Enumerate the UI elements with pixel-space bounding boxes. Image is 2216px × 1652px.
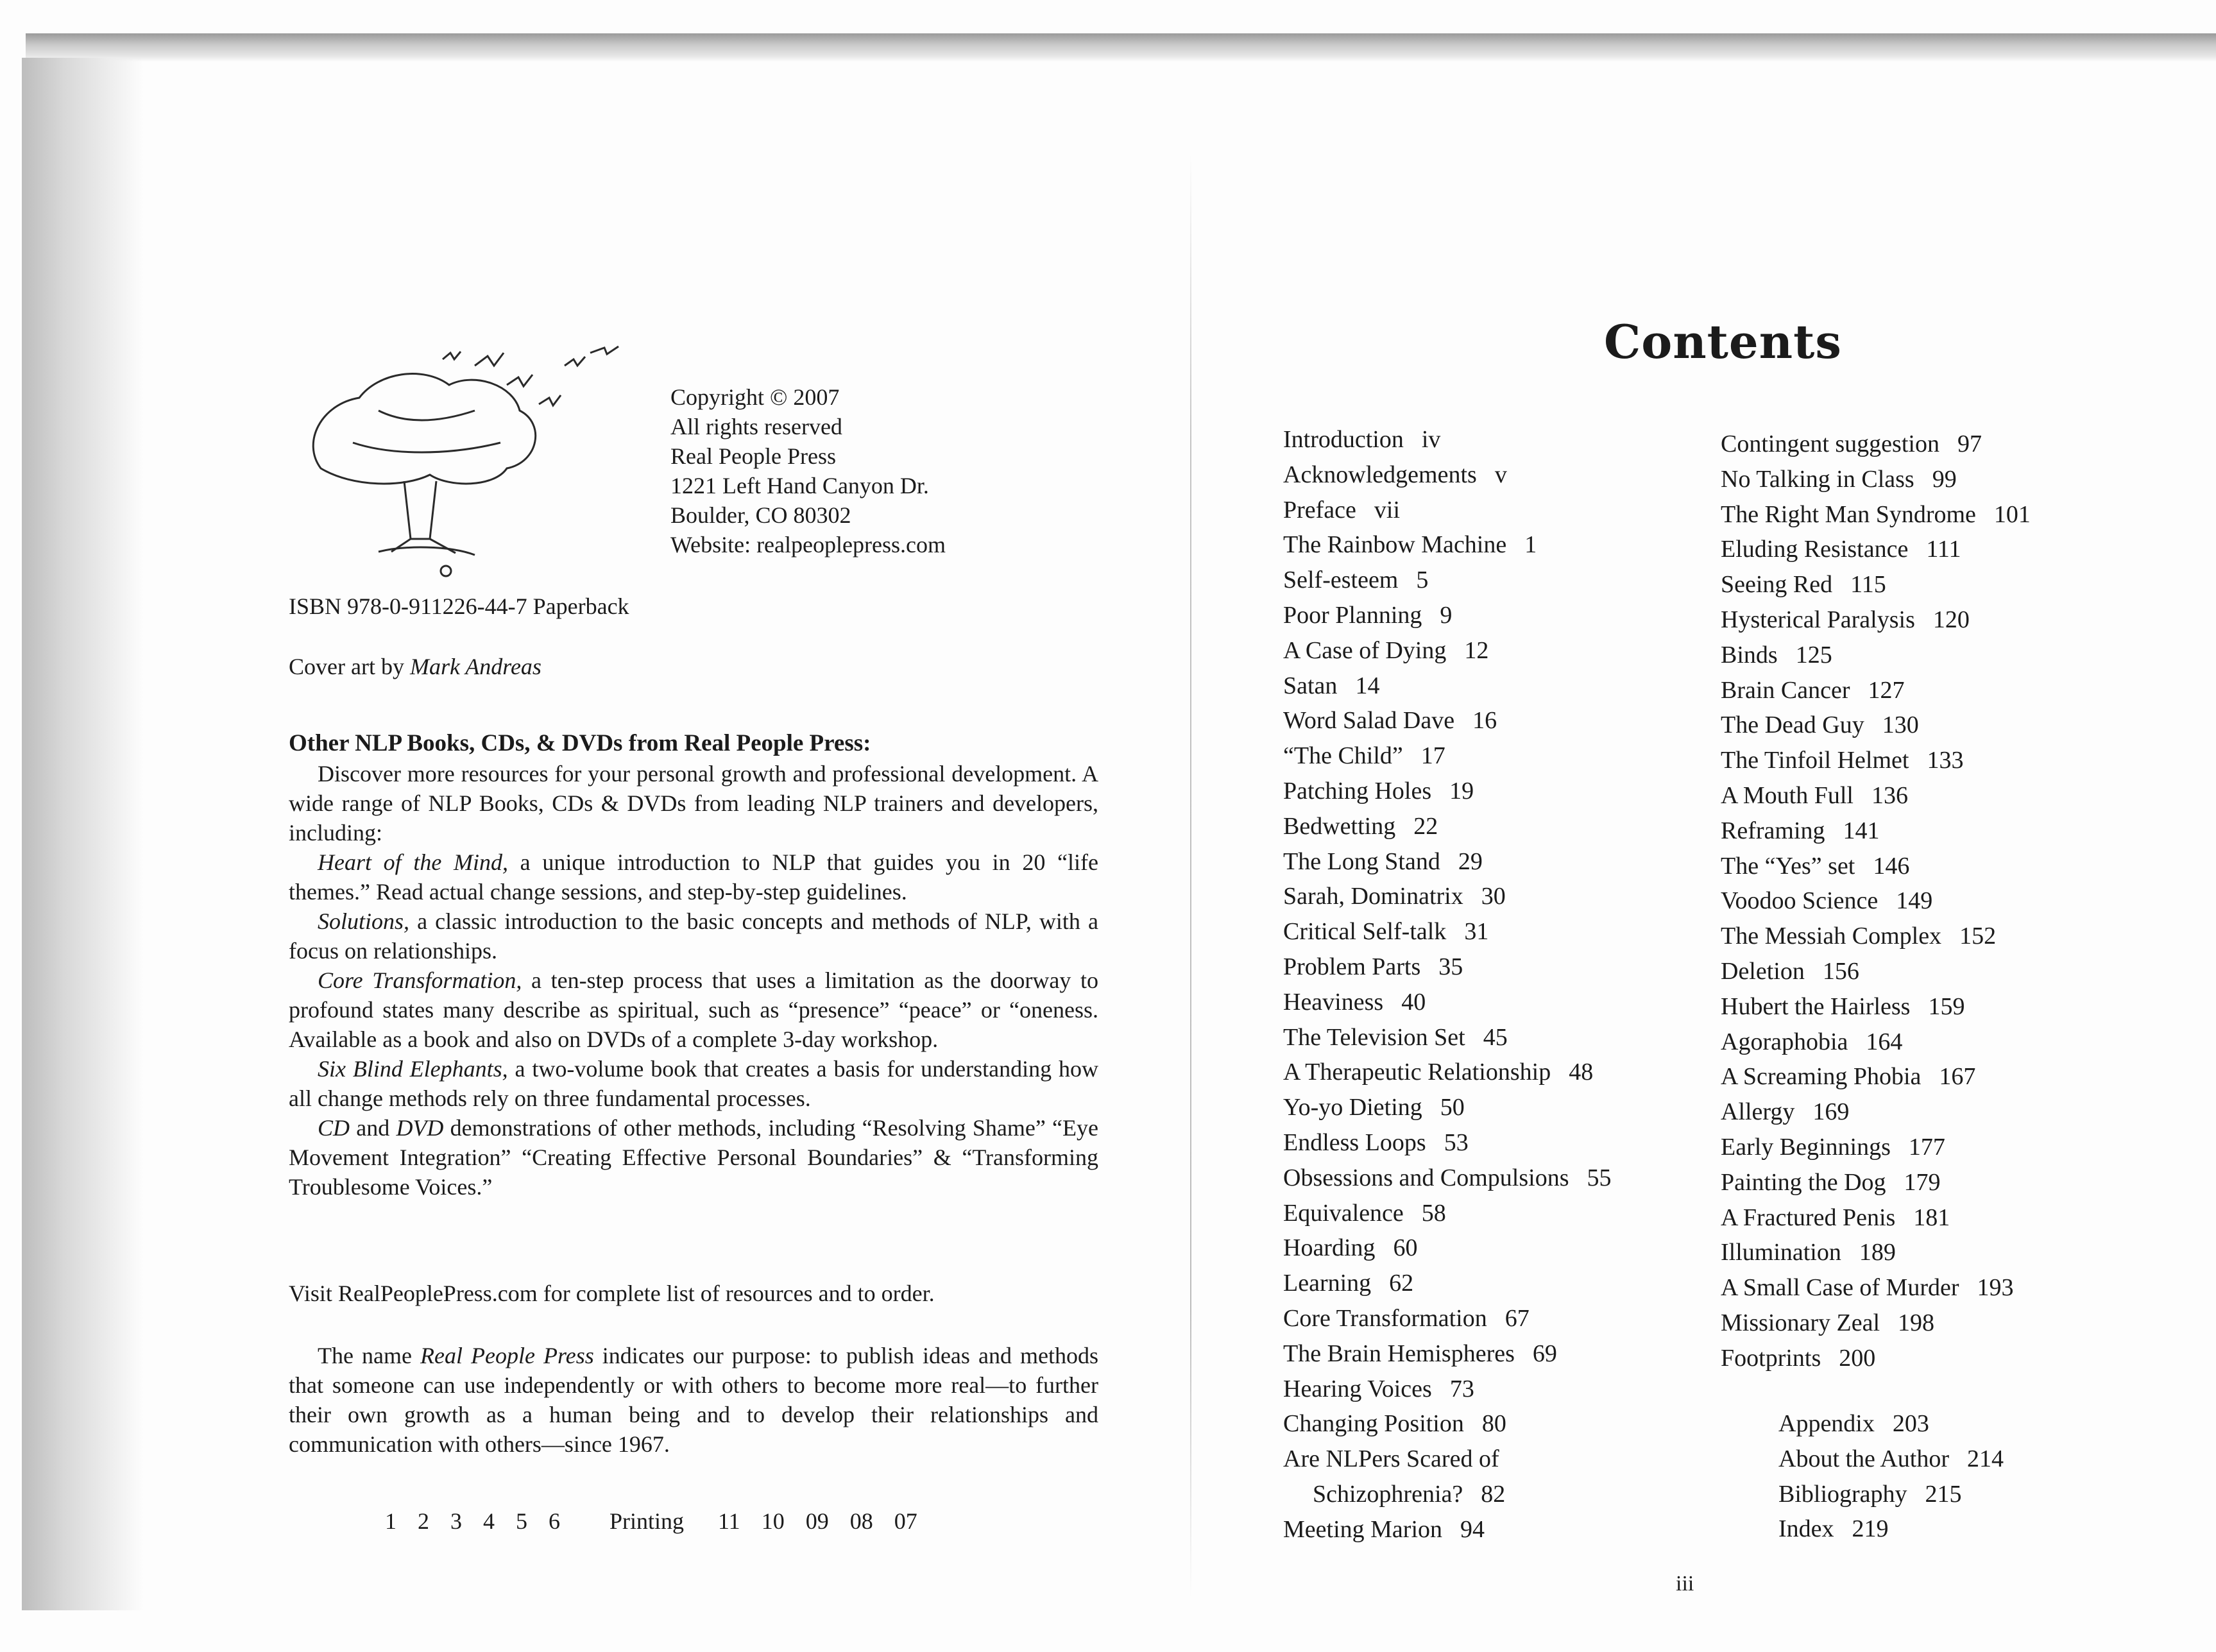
toc-entry (1283, 1090, 1611, 1125)
toc-title: Footprints (1721, 1344, 1821, 1372)
toc-left-column (1283, 422, 1611, 1547)
toc-entry (1283, 985, 1611, 1020)
toc-page: 69 (1532, 1340, 1557, 1367)
toc-title: The “Yes” set (1721, 852, 1855, 880)
toc-page: 9 (1440, 601, 1453, 629)
toc-page: 48 (1569, 1059, 1594, 1086)
print-number: 4 (483, 1508, 495, 1534)
toc-title: Critical Self-talk (1283, 918, 1447, 946)
scan-top-shadow (26, 33, 2216, 62)
print-year: 10 (761, 1508, 785, 1534)
toc-entry (1721, 743, 2031, 778)
toc-entry (1283, 598, 1611, 633)
toc-page: 203 (1892, 1410, 1929, 1437)
toc-page: 179 (1904, 1168, 1941, 1196)
toc-title: A Fractured Penis (1721, 1204, 1896, 1231)
toc-entry (1721, 883, 2031, 919)
toc-title: Index (1778, 1515, 1834, 1543)
toc-title: Bedwetting (1283, 812, 1396, 840)
toc-page: 189 (1859, 1239, 1896, 1266)
toc-title: The Brain Hemispheres (1283, 1340, 1515, 1367)
book-gutter (1190, 154, 1191, 1597)
toc-title: Painting the Dog (1721, 1168, 1886, 1196)
book-title: Six Blind Elephants, (318, 1056, 508, 1082)
print-year: 07 (894, 1508, 917, 1534)
toc-entry (1283, 914, 1611, 949)
toc-title: Voodoo Science (1721, 887, 1879, 915)
toc-page: 214 (1966, 1445, 2004, 1472)
toc-page: 12 (1464, 636, 1489, 664)
toc-page: 149 (1896, 887, 1933, 915)
toc-title: Yo-yo Dieting (1283, 1094, 1422, 1121)
toc-title: Self-esteem (1283, 566, 1399, 594)
toc-entry (1283, 738, 1611, 774)
toc-entry (1721, 1341, 2031, 1376)
toc-entry (1721, 497, 2031, 532)
toc-entry (1721, 532, 2031, 567)
toc-page: 22 (1413, 812, 1438, 840)
toc-page: 35 (1438, 953, 1463, 980)
toc-page: 125 (1795, 641, 1832, 668)
toc-entry (1283, 703, 1611, 738)
toc-entry (1283, 1372, 1611, 1407)
toc-page: 80 (1481, 1410, 1506, 1438)
toc-right-column (1721, 427, 2031, 1376)
toc-title: Heaviness (1283, 988, 1384, 1016)
other-books-section (289, 759, 1098, 1202)
toc-title: Reframing (1721, 817, 1825, 844)
toc-page: v (1494, 461, 1507, 488)
toc-entry (1283, 1301, 1611, 1336)
toc-title: Sarah, Dominatrix (1283, 883, 1463, 910)
book-description: a classic introduction to the basic concepts and methods of NLP, with a focus on relationships. (289, 908, 1098, 964)
toc-page: vii (1374, 496, 1401, 524)
toc-title: A Small Case of Murder (1721, 1274, 1959, 1302)
toc-title: “The Child” (1283, 742, 1403, 770)
toc-entry (1721, 954, 2031, 989)
toc-page: iv (1421, 426, 1441, 453)
cd-dvd-description: demonstrations of other methods, including “Resolving Shame” “Eye Movement Integration” “Creating Effective Personal Boundaries” & “Transforming Troublesome Voices.” (289, 1115, 1098, 1200)
toc-page: 1 (1524, 531, 1537, 559)
toc-entry (1778, 1477, 2004, 1512)
toc-entry (1721, 567, 2031, 602)
toc-title: Equivalence (1283, 1199, 1404, 1227)
toc-title: Learning (1283, 1270, 1372, 1297)
toc-page: 16 (1472, 707, 1497, 735)
toc-page: 219 (1852, 1515, 1889, 1543)
toc-page: 136 (1871, 781, 1908, 809)
copyright-line: Copyright © 2007 (670, 384, 840, 410)
toc-page: 31 (1464, 918, 1489, 946)
toc-page: 101 (1993, 500, 2031, 528)
print-number: 1 (385, 1508, 396, 1534)
toc-title: Brain Cancer (1721, 676, 1850, 704)
printing-label: Printing (609, 1508, 685, 1534)
print-number: 6 (549, 1508, 560, 1534)
toc-page: 120 (1932, 606, 1970, 633)
toc-title: The Long Stand (1283, 847, 1440, 875)
tree-birds-logo (282, 327, 654, 584)
toc-page: 215 (1925, 1480, 1962, 1508)
toc-title: Introduction (1283, 426, 1404, 453)
toc-title: Changing Position (1283, 1410, 1464, 1438)
toc-entry (1721, 1306, 2031, 1341)
print-number: 3 (450, 1508, 462, 1534)
book-title: Heart of the Mind, (318, 849, 508, 875)
toc-entry (1721, 989, 2031, 1025)
print-year: 09 (805, 1508, 829, 1534)
toc-title: Early Beginnings (1721, 1133, 1891, 1161)
toc-title: Endless Loops (1283, 1128, 1426, 1156)
copyright-block (670, 382, 946, 559)
contents-title: Contents (1604, 314, 1842, 369)
toc-entry (1721, 1130, 2031, 1165)
toc-page: 127 (1868, 676, 1905, 704)
toc-title: Obsessions and Compulsions (1283, 1164, 1569, 1191)
print-year: 11 (718, 1508, 740, 1534)
cover-artist-name: Mark Andreas (409, 654, 541, 679)
toc-title: Seeing Red (1721, 571, 1833, 599)
print-year: 08 (849, 1508, 873, 1534)
book-description: a two-volume book that creates a basis for understanding how all change methods rely on three fundamental processes. (289, 1056, 1098, 1111)
purpose-prefix: The name (318, 1343, 421, 1368)
printing-line (385, 1508, 933, 1535)
toc-entry (1721, 708, 2031, 743)
toc-page: 156 (1822, 957, 1859, 985)
toc-title: Hoarding (1283, 1234, 1376, 1262)
toc-entry (1721, 1235, 2031, 1270)
toc-page: 200 (1839, 1344, 1876, 1372)
publisher-city: Boulder, CO 80302 (670, 502, 851, 528)
toc-entry (1283, 844, 1611, 880)
book-item (289, 1054, 1098, 1113)
toc-entry (1283, 1020, 1611, 1055)
toc-entry (1721, 1165, 2031, 1200)
toc-page: 167 (1939, 1063, 1976, 1091)
toc-title: The Right Man Syndrome (1721, 500, 1976, 528)
print-number: 5 (516, 1508, 527, 1534)
publisher-address: 1221 Left Hand Canyon Dr. (670, 473, 929, 498)
toc-title: The Dead Guy (1721, 711, 1864, 739)
toc-entry (1283, 879, 1611, 914)
toc-title: Hubert the Hairless (1721, 992, 1911, 1020)
toc-title: The Messiah Complex (1721, 923, 1942, 950)
toc-title: A Mouth Full (1721, 781, 1854, 809)
toc-entry (1283, 527, 1611, 563)
cover-art-credit (289, 653, 541, 680)
toc-page: 58 (1421, 1199, 1446, 1227)
rights-line: All rights reserved (670, 414, 842, 439)
toc-entry (1283, 1196, 1611, 1231)
publisher-name: Real People Press (670, 443, 836, 469)
book-item (289, 966, 1098, 1054)
toc-page: 130 (1882, 711, 1919, 739)
toc-entry (1283, 422, 1611, 457)
toc-page: 17 (1420, 742, 1445, 770)
toc-page: 67 (1504, 1304, 1530, 1332)
cd-label: CD (318, 1115, 350, 1141)
purpose-text: indicates our purpose: to publish ideas and methods that someone can use independently or with others to become more real—to further their own growth as a human being and to develop their relationships and communication with others—since 1967. (289, 1343, 1098, 1457)
toc-title: Allergy (1721, 1098, 1795, 1126)
toc-entry (1721, 1059, 2031, 1094)
toc-entry (1721, 1270, 2031, 1306)
toc-entry (1721, 1025, 2031, 1060)
visit-website-line: Visit RealPeoplePress.com for complete list of resources and to order. (289, 1281, 935, 1306)
isbn-line: ISBN 978-0-911226-44-7 Paperback (289, 593, 629, 619)
toc-page: 97 (1957, 430, 1982, 457)
book-description: a unique introduction to NLP that guides you in 20 “life themes.” Read actual change sessions, and step-by-step guidelines. (289, 849, 1098, 905)
cd-dvd-and: and (350, 1115, 396, 1141)
toc-page: 152 (1959, 923, 1997, 950)
toc-entry (1283, 1230, 1611, 1266)
other-books-heading: Other NLP Books, CDs, & DVDs from Real People Press: (289, 730, 871, 756)
toc-title: Word Salad Dave (1283, 707, 1455, 735)
toc-entry (1778, 1442, 2004, 1477)
toc-title: Deletion (1721, 957, 1805, 985)
toc-page: 164 (1866, 1028, 1903, 1055)
toc-title: Preface (1283, 496, 1356, 524)
toc-page: 53 (1444, 1128, 1469, 1156)
book-item (289, 847, 1098, 907)
book-item (289, 907, 1098, 966)
toc-entry (1283, 633, 1611, 668)
toc-appendix-column (1778, 1406, 2004, 1547)
toc-page: 198 (1898, 1309, 1935, 1336)
scan-left-shadow (22, 58, 144, 1610)
toc-entry (1721, 919, 2031, 954)
toc-entry (1283, 1442, 1611, 1477)
toc-page: 115 (1850, 571, 1886, 599)
toc-title: The Tinfoil Helmet (1721, 747, 1909, 774)
book-title: Core Transformation, (318, 967, 522, 993)
toc-title: Binds (1721, 641, 1778, 668)
toc-page: 111 (1926, 536, 1961, 563)
toc-entry (1283, 668, 1611, 704)
toc-title: Contingent suggestion (1721, 430, 1939, 457)
toc-entry (1721, 778, 2031, 813)
toc-page: 14 (1355, 672, 1380, 699)
toc-entry (1283, 809, 1611, 844)
toc-entry (1721, 427, 2031, 462)
toc-title: The Television Set (1283, 1023, 1465, 1051)
toc-page: 169 (1812, 1098, 1850, 1126)
toc-entry (1283, 949, 1611, 985)
toc-page: 159 (1928, 992, 1965, 1020)
toc-title: About the Author (1778, 1445, 1949, 1472)
toc-title: Appendix (1778, 1410, 1875, 1437)
toc-title: Bibliography (1778, 1480, 1907, 1508)
toc-page: 146 (1873, 852, 1910, 880)
toc-title: Agoraphobia (1721, 1028, 1848, 1055)
toc-entry (1721, 1200, 2031, 1236)
toc-title: Are NLPers Scared of (1283, 1445, 1499, 1473)
toc-entry (1283, 563, 1611, 598)
toc-title: Eluding Resistance (1721, 536, 1909, 563)
press-name: Real People Press (420, 1343, 594, 1368)
toc-page: 5 (1416, 566, 1429, 594)
toc-page: 73 (1449, 1375, 1474, 1402)
toc-page: 19 (1449, 777, 1474, 805)
toc-page: 29 (1458, 847, 1483, 875)
print-number: 2 (418, 1508, 429, 1534)
toc-entry (1283, 1336, 1611, 1372)
toc-entry (1721, 813, 2031, 849)
toc-page: 55 (1587, 1164, 1612, 1191)
toc-title: A Therapeutic Relationship (1283, 1059, 1551, 1086)
toc-entry (1721, 602, 2031, 638)
toc-entry (1283, 457, 1611, 493)
toc-entry (1721, 638, 2031, 673)
toc-title: Schizophrenia? (1313, 1480, 1463, 1508)
toc-title: Hearing Voices (1283, 1375, 1432, 1402)
toc-title: Core Transformation (1283, 1304, 1487, 1332)
publisher-purpose (289, 1341, 1098, 1459)
toc-page: 94 (1460, 1515, 1485, 1543)
toc-entry (1283, 774, 1611, 809)
toc-page: 40 (1401, 988, 1426, 1016)
toc-title: No Talking in Class (1721, 465, 1914, 493)
cover-art-prefix: Cover art by (289, 654, 410, 679)
toc-entry (1721, 1094, 2031, 1130)
toc-title: The Rainbow Machine (1283, 531, 1507, 559)
toc-title: Missionary Zeal (1721, 1309, 1880, 1336)
toc-page: 50 (1440, 1094, 1465, 1121)
page-number: iii (1676, 1572, 1694, 1596)
toc-page: 62 (1389, 1270, 1414, 1297)
toc-page: 141 (1843, 817, 1880, 844)
toc-title: Meeting Marion (1283, 1515, 1443, 1543)
toc-page: 82 (1481, 1480, 1506, 1508)
toc-page: 133 (1927, 747, 1964, 774)
toc-entry (1283, 1406, 1611, 1442)
toc-entry (1721, 849, 2031, 884)
toc-entry (1283, 1512, 1611, 1547)
toc-title: Hysterical Paralysis (1721, 606, 1915, 633)
toc-title: Patching Holes (1283, 777, 1432, 805)
toc-title: A Case of Dying (1283, 636, 1447, 664)
toc-entry (1778, 1406, 2004, 1442)
toc-page: 99 (1932, 465, 1957, 493)
toc-title: Illumination (1721, 1239, 1841, 1266)
toc-entry (1721, 462, 2031, 497)
book-title: Solutions, (318, 908, 410, 934)
other-books-intro: Discover more resources for your personal growth and professional development. A wide range of NLP Books, CDs & DVDs from leading NLP trainers and developers, including: (289, 761, 1098, 846)
toc-page: 193 (1977, 1274, 2014, 1302)
book-description: a ten-step process that uses a limitation as the doorway to profound states many describe as spiritual, such as “presence” “peace” or “oneness. Available as a book and also on DVDs of a complete 3-day workshop. (289, 967, 1098, 1052)
cd-dvd-item (289, 1113, 1098, 1202)
toc-entry (1283, 1477, 1611, 1512)
toc-entry (1283, 1161, 1611, 1196)
publisher-website: Website: realpeoplepress.com (670, 532, 946, 558)
toc-title: Problem Parts (1283, 953, 1421, 980)
toc-page: 181 (1913, 1204, 1950, 1231)
toc-page: 177 (1908, 1133, 1945, 1161)
toc-page: 30 (1481, 883, 1506, 910)
toc-title: Acknowledgements (1283, 461, 1477, 488)
toc-entry (1283, 1266, 1611, 1301)
toc-title: A Screaming Phobia (1721, 1063, 1922, 1091)
toc-entry (1721, 673, 2031, 708)
toc-page: 45 (1483, 1023, 1508, 1051)
dvd-label: DVD (396, 1115, 444, 1141)
toc-entry (1283, 493, 1611, 528)
toc-title: Satan (1283, 672, 1338, 699)
toc-title: Poor Planning (1283, 601, 1422, 629)
toc-page: 60 (1393, 1234, 1418, 1262)
toc-entry (1778, 1511, 2004, 1547)
toc-entry (1283, 1125, 1611, 1161)
toc-entry (1283, 1055, 1611, 1090)
